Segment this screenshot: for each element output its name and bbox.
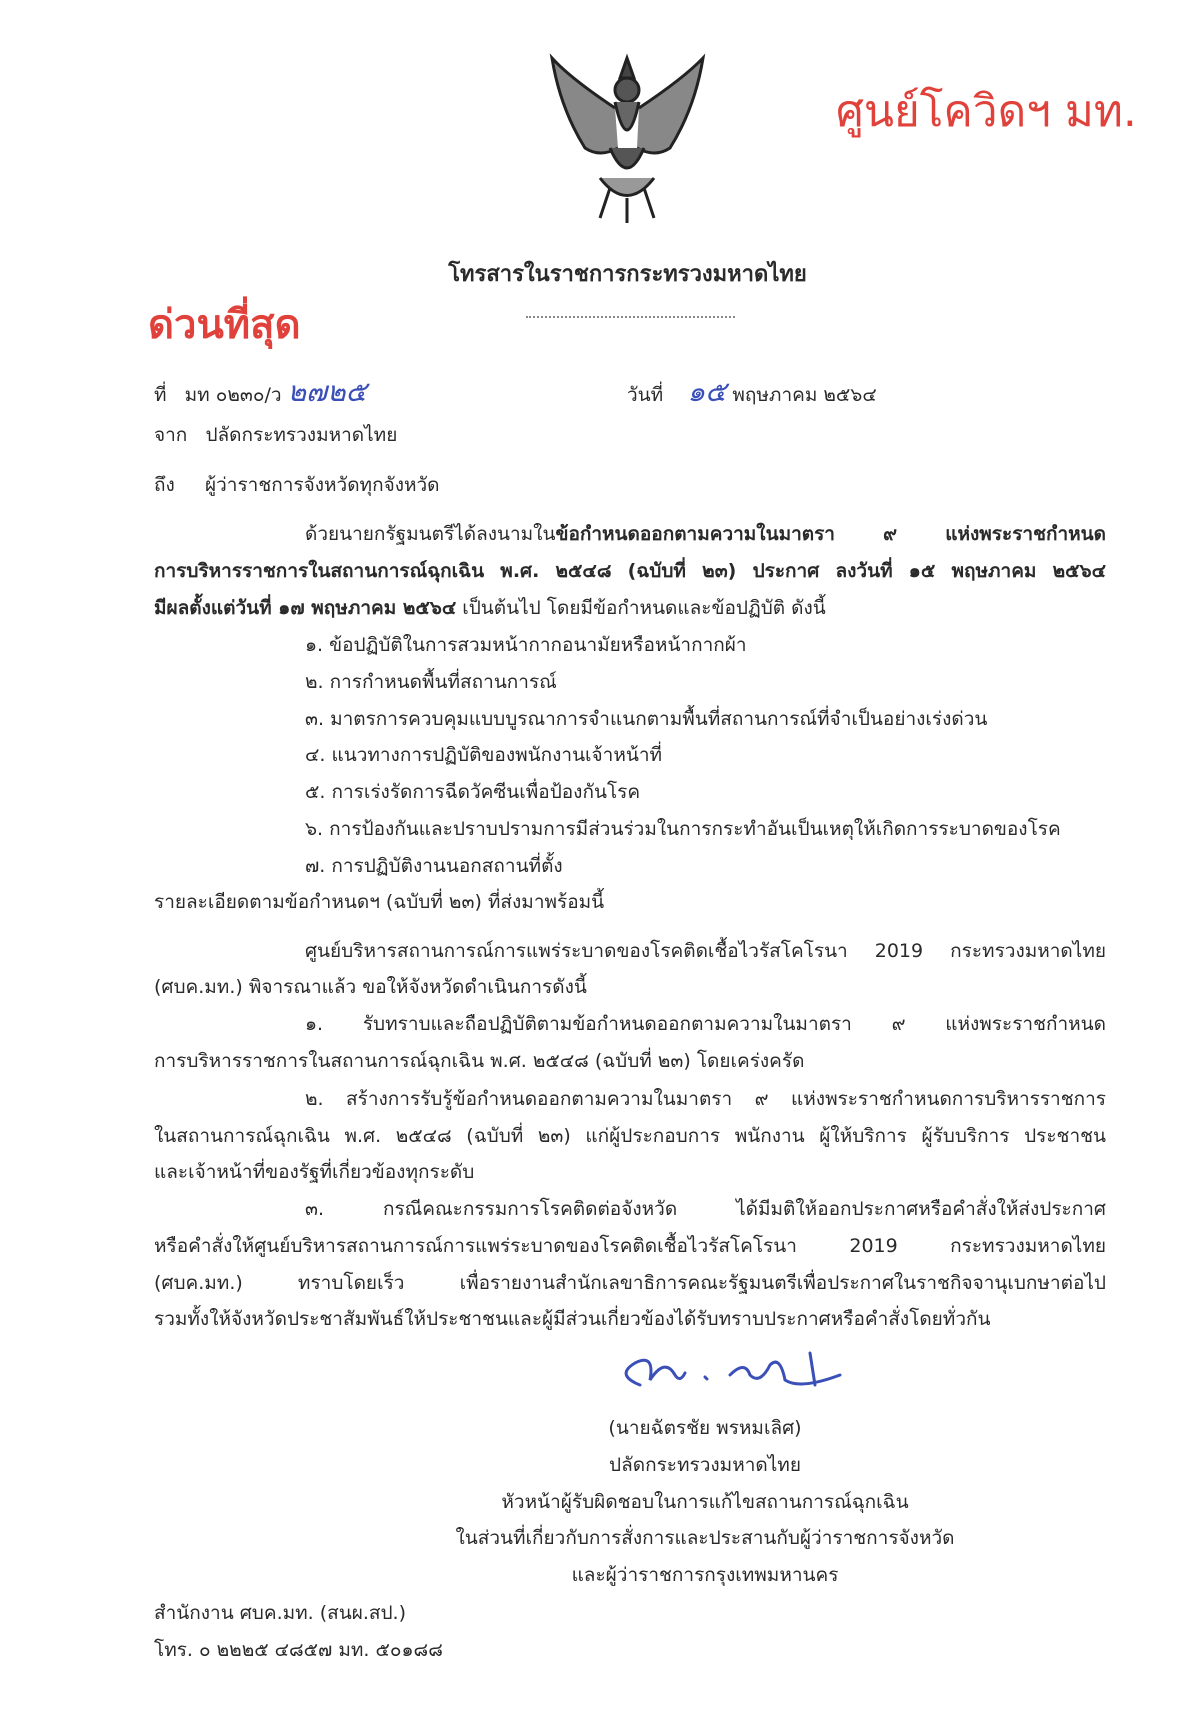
garuda-emblem: [540, 38, 715, 228]
ref-prefix: มท ๐๒๓๐/ว: [184, 384, 282, 406]
list-item: ๑. ข้อปฏิบัติในการสวมหน้ากากอนามัยหรือหน้ากากผ้า: [305, 634, 747, 656]
para1-line3-text: เป็นต้นไป โดยมีข้อกำหนดและข้อปฏิบัติ ดังนี้: [456, 597, 826, 619]
ref-number: ๒๗๒๕: [287, 375, 367, 408]
list-item: ๖. การป้องกันและปราบปรามการมีส่วนร่วมในการกระทำอันเป็นเหตุให้เกิดการระบาดของโรค: [305, 818, 1061, 840]
signatory-position: ในส่วนที่เกี่ยวกับการสั่งการและประสานกับผู้ว่าราชการจังหวัด: [455, 1527, 955, 1549]
urgency-label: ด่วนที่สุด: [148, 302, 301, 348]
document-title: โทรสารในราชการกระทรวงมหาดไทย: [448, 262, 807, 287]
date-day: ๑๕: [687, 375, 727, 408]
para1-line1-bold: ข้อกำหนดออกตามความในมาตรา ๙ แห่งพระราชกำหนด: [555, 523, 1106, 545]
to-label: ถึง: [154, 474, 175, 496]
para2-line: การบริหารราชการในสถานการณ์ฉุกเฉิน พ.ศ. ๒๕๔๘ (ฉบับที่ ๒๓) โดยเคร่งครัด: [154, 1050, 805, 1072]
reference-line: [154, 370, 367, 414]
para2-line: รวมทั้งให้จังหวัดประชาสัมพันธ์ให้ประชาชนและผู้มีส่วนเกี่ยวข้องได้รับทราบประกาศหรือคำสั่งโดยทั่วกัน: [154, 1308, 991, 1330]
list-item: ๔. แนวทางการปฏิบัติของพนักงานเจ้าหน้าที่: [305, 744, 663, 766]
from-label: จาก: [154, 424, 188, 446]
title-dotted-divider: [526, 316, 735, 318]
list-item: ๕. การเร่งรัดการฉีดวัคซีนเพื่อป้องกันโรค: [305, 781, 641, 803]
para1-line1-text: ด้วยนายกรัฐมนตรีได้ลงนามใน: [305, 523, 556, 545]
signatory-position: ปลัดกระทรวงมหาดไทย: [609, 1454, 801, 1476]
footer-phone: โทร. ๐ ๒๒๒๕ ๔๘๕๗ มท. ๕๐๑๘๘: [154, 1639, 443, 1661]
para2-line: ในสถานการณ์ฉุกเฉิน พ.ศ. ๒๕๔๘ (ฉบับที่ ๒๓) แก่ผู้ประกอบการ พนักงาน ผู้ให้บริการ ผู้รับบริการ ประชาชน: [154, 1125, 1106, 1147]
signatory-position: และผู้ว่าราชการกรุงเทพมหานคร: [571, 1564, 839, 1586]
para1-closing: รายละเอียดตามข้อกำหนดฯ (ฉบับที่ ๒๓) ที่ส่งมาพร้อมนี้: [154, 891, 605, 913]
to-value: ผู้ว่าราชการจังหวัดทุกจังหวัด: [204, 474, 440, 496]
date-line: [627, 370, 877, 414]
para1-line2: การบริหารราชการในสถานการณ์ฉุกเฉิน พ.ศ. ๒๕๔๘ (ฉบับที่ ๒๓) ประกาศ ลงวันที่ ๑๕ พฤษภาคม ๒๕๖๔: [154, 560, 1106, 582]
para2-line: ๒. สร้างการรับรู้ข้อกำหนดออกตามความในมาตรา ๙ แห่งพระราชกำหนดการบริหารราชการ: [305, 1088, 1106, 1110]
date-label: วันที่: [627, 384, 664, 406]
ref-label: ที่: [154, 384, 167, 406]
para1-line1: [305, 519, 1106, 549]
date-month-year: พฤษภาคม ๒๕๖๔: [732, 384, 877, 406]
list-item: ๒. การกำหนดพื้นที่สถานการณ์: [305, 671, 557, 693]
para2-line: และเจ้าหน้าที่ของรัฐที่เกี่ยวข้องทุกระดับ: [154, 1161, 475, 1183]
signatory-name: (นายฉัตรชัย พรหมเลิศ): [608, 1417, 802, 1439]
from-line: [154, 420, 397, 450]
para2-line: ๓. กรณีคณะกรรมการโรคติดต่อจังหวัด ได้มีมติให้ออกประกาศหรือคำสั่งให้ส่งประกาศ: [305, 1198, 1106, 1220]
para2-line: (ศบค.มท.) ทราบโดยเร็ว เพื่อรายงานสำนักเลขาธิการคณะรัฐมนตรีเพื่อประกาศในราชกิจจานุเบกษาต่อไป: [154, 1272, 1106, 1294]
list-item: ๓. มาตรการควบคุมแบบบูรณาการจำแนกตามพื้นที่สถานการณ์ที่จำเป็นอย่างเร่งด่วน: [305, 708, 988, 730]
para1-line3: [154, 593, 1106, 623]
handwritten-signature: [610, 1345, 850, 1405]
from-value: ปลัดกระทรวงมหาดไทย: [205, 424, 398, 446]
para2-line: หรือคำสั่งให้ศูนย์บริหารสถานการณ์การแพร่ระบาดของโรคติดเชื้อไวรัสโคโรนา 2019 กระทรวงมหาดไทย: [154, 1235, 1106, 1257]
para2-line: (ศบค.มท.) พิจารณาแล้ว ขอให้จังหวัดดำเนินการดังนี้: [154, 976, 587, 998]
signatory-position: หัวหน้าผู้รับผิดชอบในการแก้ไขสถานการณ์ฉุกเฉิน: [501, 1491, 909, 1513]
para2-line: ศูนย์บริหารสถานการณ์การแพร่ระบาดของโรคติดเชื้อไวรัสโคโรนา 2019 กระทรวงมหาดไทย: [305, 940, 1106, 962]
footer-office: สำนักงาน ศบค.มท. (สนผ.สป.): [154, 1602, 407, 1624]
to-line: [154, 470, 440, 500]
para2-line: ๑. รับทราบและถือปฏิบัติตามข้อกำหนดออกตามความในมาตรา ๙ แห่งพระราชกำหนด: [305, 1013, 1106, 1035]
covid-center-stamp: ศูนย์โควิดฯ มท.: [836, 86, 1137, 137]
list-item: ๗. การปฏิบัติงานนอกสถานที่ตั้ง: [305, 855, 563, 877]
para1-line3-bold: มีผลตั้งแต่วันที่ ๑๗ พฤษภาคม ๒๕๖๔: [154, 597, 457, 619]
